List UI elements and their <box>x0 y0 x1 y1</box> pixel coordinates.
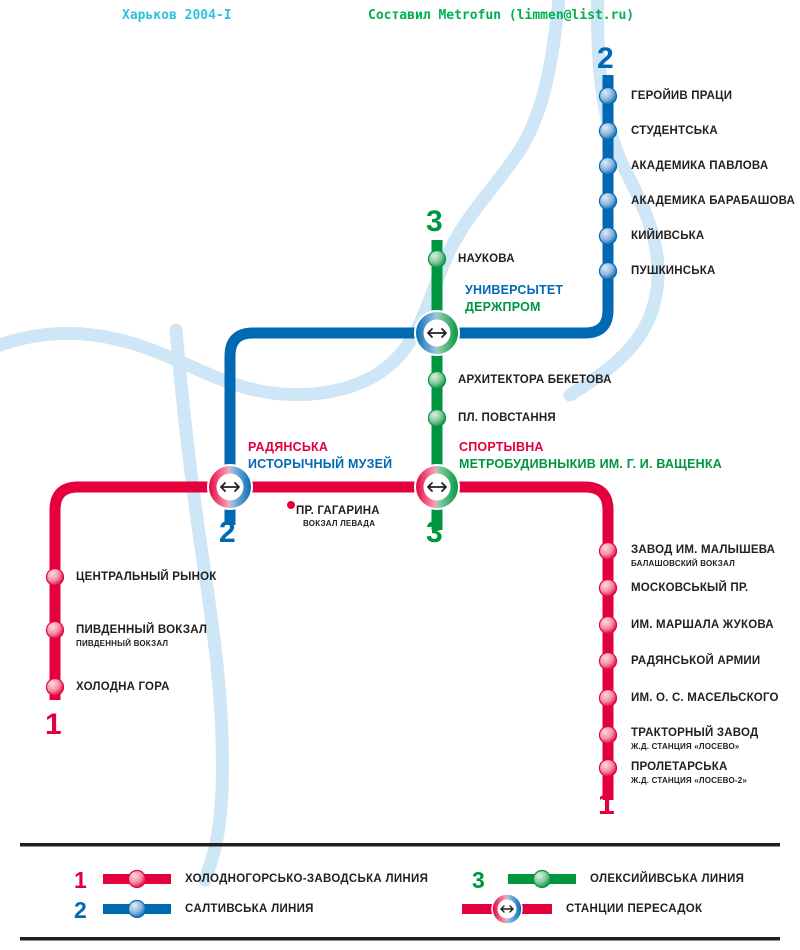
line-number-3-transfer: 3 <box>426 516 443 549</box>
station-label-istorychnyi-muzei[interactable]: ИСТОРЫЧНЫЙ МУЗЕЙ <box>248 457 393 471</box>
station-label-radyanskoi-armii[interactable]: РАДЯНСЬКОЙ АРМИИ <box>631 655 761 667</box>
station-label-zavod-im-malysheva[interactable]: ЗАВОД ИМ. МАЛЫШЕВА <box>631 544 776 556</box>
station-label-kyivska[interactable]: КИЙИВСЬКА <box>631 230 705 242</box>
legend-sample-line-3 <box>508 871 576 888</box>
station-label-arkhitektora-beketova[interactable]: АРХИТЕКТОРА БЕКЕТОВА <box>458 374 612 386</box>
station-label-pivdennyi-vokzal[interactable]: ПИВДЕННЫЙ ВОКЗАЛ <box>76 624 208 636</box>
station-label-pushkinska[interactable]: ПУШКИНСЬКА <box>631 265 716 277</box>
legend-label-line-3: ОЛЕКСИЙИВСЬКА ЛИНИЯ <box>590 873 745 885</box>
station-label-im-maselskoho[interactable]: ИМ. О. С. МАСЕЛЬСКОГО <box>631 692 779 704</box>
station-label-proletarska[interactable]: ПРОЛЕТАРСЬКА <box>631 761 728 773</box>
legend-label-line-1: ХОЛОДНОГОРСЬКО-ЗАВОДСЬКА ЛИНИЯ <box>185 873 429 885</box>
legend-label-line-2: САЛТИВСЬКА ЛИНИЯ <box>185 903 314 915</box>
line-number-1-left: 1 <box>45 708 62 741</box>
station-label-pl-povstannya[interactable]: ПЛ. ПОВСТАННЯ <box>458 412 556 424</box>
station-sublabel-vokzal-levada: ВОКЗАЛ ЛЕВАДА <box>303 519 376 528</box>
legend-label-transfer: СТАНЦИИ ПЕРЕСАДОК <box>566 903 703 915</box>
header-left: Харьков 2004-I <box>122 8 232 23</box>
legend-number-line-1: 1 <box>74 867 87 893</box>
station-label-heroiv-pratsi[interactable]: ГЕРОЙИВ ПРАЦИ <box>631 90 733 102</box>
station-sublabel-pivdennyi-vokzal: ПИВДЕННЫЙ ВОКЗАЛ <box>76 639 169 648</box>
station-label-im-marshala-zhukova[interactable]: ИМ. МАРШАЛА ЖУКОВА <box>631 619 774 631</box>
station-label-tsentralnyi-rynok[interactable]: ЦЕНТРАЛЬНЫЙ РЫНОК <box>76 571 217 583</box>
station-label-studentska[interactable]: СТУДЕНТСЬКА <box>631 125 718 137</box>
station-label-sportyvna[interactable]: СПОРТЫВНА <box>459 440 544 454</box>
station-label-akademika-pavlova[interactable]: АКАДЕМИКА ПАВЛОВА <box>631 160 769 172</box>
station-label-traktornyi-zavod[interactable]: ТРАКТОРНЫЙ ЗАВОД <box>631 727 759 739</box>
header-right: Составил Metrofun (limmen@list.ru) <box>368 8 635 23</box>
station-sublabel-balashovskyi-vokzal: БАЛАШОВСКИЙ ВОКЗАЛ <box>631 559 735 568</box>
legend-divider-bottom <box>20 937 780 941</box>
legend-number-line-3: 3 <box>472 867 485 893</box>
gagarina-station-dot <box>287 501 295 509</box>
station-label-naukova[interactable]: НАУКОВА <box>458 253 515 265</box>
line-number-3-top: 3 <box>426 205 443 238</box>
legend-number-line-2: 2 <box>74 897 87 923</box>
interchange-sportyvna-metrobudivnykiv <box>415 465 459 509</box>
interchange-radyanska-istorychnyi <box>208 465 252 509</box>
station-label-derzhprom[interactable]: ДЕРЖПРОМ <box>465 300 541 314</box>
station-label-metrobudivnykiv[interactable]: МЕТРОБУДИВНЫКИВ ИМ. Г. И. ВАЩЕНКА <box>459 457 722 471</box>
legend-sample-transfer <box>462 894 552 924</box>
station-label-akademika-barabashova[interactable]: АКАДЕМИКА БАРАБАШОВА <box>631 195 796 207</box>
station-label-pr-gagarina[interactable]: ПР. ГАГАРИНА <box>296 505 380 517</box>
station-label-universytet[interactable]: УНИВЕРСЫТЕТ <box>465 283 564 297</box>
station-sublabel-losevo-2: Ж.Д. СТАНЦИЯ «ЛОСЕВО-2» <box>631 776 748 785</box>
legend-divider-top <box>20 843 780 847</box>
station-sublabel-losevo: Ж.Д. СТАНЦИЯ «ЛОСЕВО» <box>631 742 740 751</box>
line-number-2-top: 2 <box>597 42 614 75</box>
line-number-1-right: 1 <box>598 788 615 821</box>
station-label-radyanska[interactable]: РАДЯНСЬКА <box>248 440 329 454</box>
line-number-2-transfer: 2 <box>219 516 236 549</box>
interchange-universytet-derzhprom <box>415 311 459 355</box>
station-label-kholodna-hora[interactable]: ХОЛОДНА ГОРА <box>76 681 170 693</box>
legend-sample-line-2 <box>103 901 171 918</box>
station-label-moskovskyi-pr[interactable]: МОСКОВСЬКЫЙ ПР. <box>631 582 749 594</box>
legend-sample-line-1 <box>103 871 171 888</box>
